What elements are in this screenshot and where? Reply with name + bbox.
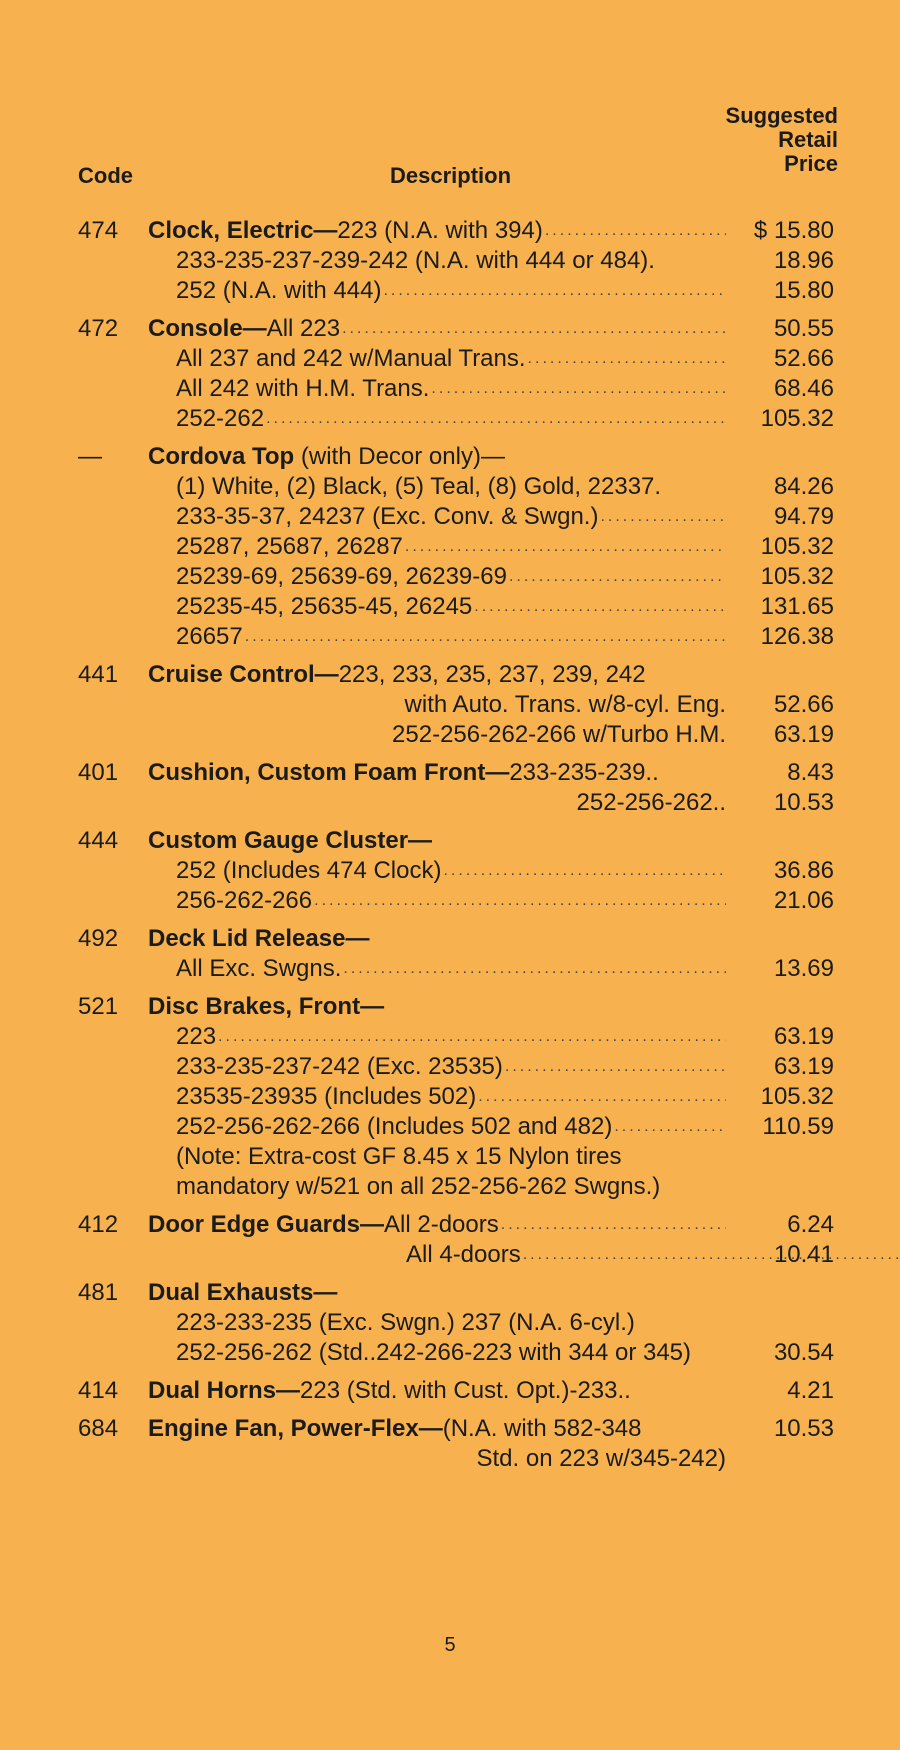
option-entry — [0, 1414, 900, 1474]
option-detail: All Exc. Swgns. — [176, 955, 342, 982]
option-detail: 25239-69, 25639-69, 26239-69 — [176, 563, 507, 590]
entry-line — [0, 660, 900, 690]
option-detail: 25235-45, 25635-45, 26245 — [176, 593, 473, 620]
entry-line — [0, 720, 900, 750]
entry-description — [176, 1112, 726, 1142]
option-entry — [0, 758, 900, 818]
dot-leader — [600, 502, 726, 532]
page-number: 5 — [444, 1634, 456, 1656]
entry-line — [0, 1308, 900, 1338]
dot-leader — [501, 1210, 726, 1240]
option-detail: 26657 — [176, 623, 243, 650]
dot-leader — [474, 592, 726, 622]
entry-line — [0, 1444, 900, 1474]
retail-price: $ 15.80 — [753, 217, 834, 244]
entry-line — [0, 690, 900, 720]
entry-description — [176, 1172, 726, 1202]
entry-description — [176, 592, 726, 622]
entry-line — [0, 472, 900, 502]
entry-line — [0, 404, 900, 434]
option-detail: 223, 233, 235, 237, 239, 242 — [338, 661, 646, 688]
entry-description — [176, 720, 726, 750]
option-detail: 233-235-239.. — [509, 759, 659, 786]
option-detail: (N.A. with 582-348 — [442, 1415, 642, 1442]
retail-price: 131.65 — [760, 593, 834, 620]
entry-description — [148, 758, 726, 788]
option-code: 401 — [78, 759, 119, 786]
option-detail: mandatory w/521 on all 252-256-262 Swgns.) — [176, 1173, 661, 1200]
option-code: 472 — [78, 315, 119, 342]
option-detail: (1) White, (2) Black, (5) Teal, (8) Gold, 22337. — [176, 473, 662, 500]
retail-price: 68.46 — [773, 375, 834, 402]
option-detail: 256-262-266 — [176, 887, 313, 914]
option-title: Clock, Electric— — [148, 217, 338, 244]
option-entry — [0, 992, 900, 1202]
dot-leader — [443, 856, 726, 886]
option-code: 441 — [78, 661, 119, 688]
option-detail: (with Decor only)— — [300, 443, 505, 470]
retail-price: 63.19 — [773, 1023, 834, 1050]
dot-leader — [509, 562, 726, 592]
entry-line — [0, 954, 900, 984]
code-column-header: Code — [78, 163, 133, 188]
entry-line — [0, 1142, 900, 1172]
retail-price: 110.59 — [762, 1113, 834, 1140]
option-title: Door Edge Guards— — [148, 1211, 385, 1238]
entry-description — [176, 246, 726, 276]
entry-description — [176, 1338, 726, 1368]
entry-line — [0, 1022, 900, 1052]
entry-description — [148, 660, 726, 690]
entry-description — [176, 502, 726, 532]
option-entry — [0, 442, 900, 652]
price-header-line: Suggested — [725, 103, 838, 128]
entry-description — [176, 622, 726, 652]
retail-price: 13.69 — [773, 955, 834, 982]
option-detail: 252 (N.A. with 444) — [176, 277, 382, 304]
dot-leader — [314, 886, 726, 916]
option-title: Engine Fan, Power-Flex— — [148, 1415, 443, 1442]
option-detail: 252-256-262-266 (Includes 502 and 482) — [176, 1113, 613, 1140]
entry-line — [0, 1414, 900, 1444]
retail-price: 105.32 — [760, 563, 834, 590]
option-entry — [0, 826, 900, 916]
entry-description — [148, 314, 726, 344]
option-detail: 252-256-262-266 w/Turbo H.M. — [392, 721, 726, 748]
entry-description — [176, 344, 726, 374]
retail-price: 10.41 — [773, 1241, 834, 1268]
option-title: Dual Exhausts— — [148, 1279, 338, 1306]
option-code: 474 — [78, 217, 119, 244]
entry-line — [0, 276, 900, 306]
option-detail: 233-235-237-239-242 (N.A. with 444 or 484). — [176, 247, 655, 274]
entry-description — [176, 856, 726, 886]
entry-description — [176, 562, 726, 592]
entry-line — [0, 856, 900, 886]
option-detail: All 237 and 242 w/Manual Trans. — [176, 345, 526, 372]
entry-line — [0, 886, 900, 916]
dot-leader — [431, 374, 726, 404]
dot-leader — [245, 622, 726, 652]
entry-line — [0, 592, 900, 622]
entry-line — [0, 246, 900, 276]
option-code: 481 — [78, 1279, 119, 1306]
option-entry — [0, 1278, 900, 1368]
entry-description — [176, 374, 726, 404]
entry-line — [0, 562, 900, 592]
entry-description — [176, 532, 726, 562]
option-detail: 252-256-262 (Std..242-266-223 with 344 or 345) — [176, 1339, 692, 1366]
option-entries-list — [0, 216, 900, 1482]
retail-price: 18.96 — [773, 247, 834, 274]
retail-price: 63.19 — [773, 721, 834, 748]
entry-line — [0, 826, 900, 856]
entry-description — [148, 442, 726, 472]
option-entry — [0, 314, 900, 434]
option-detail: 223 — [176, 1023, 217, 1050]
option-detail: All 2-doors — [384, 1211, 499, 1238]
entry-description — [148, 1414, 726, 1444]
dot-leader — [528, 344, 726, 374]
entry-description — [148, 216, 726, 246]
option-detail: 223 (N.A. with 394) — [337, 217, 543, 244]
option-detail: 252-256-262.. — [576, 789, 726, 816]
entry-description — [176, 1308, 726, 1338]
entry-description — [148, 992, 726, 1022]
entry-description — [176, 276, 726, 306]
entry-description — [148, 1278, 726, 1308]
entry-line — [0, 622, 900, 652]
entry-description — [148, 1376, 726, 1406]
dot-leader — [505, 1052, 726, 1082]
entry-line — [0, 992, 900, 1022]
entry-line — [0, 314, 900, 344]
entry-line — [0, 1278, 900, 1308]
dot-leader — [523, 1240, 900, 1270]
retail-price: 52.66 — [773, 691, 834, 718]
entry-description — [176, 1052, 726, 1082]
option-title: Cruise Control— — [148, 661, 339, 688]
option-title: Cushion, Custom Foam Front— — [148, 759, 510, 786]
retail-price: 126.38 — [760, 623, 834, 650]
entry-line — [0, 1240, 900, 1270]
retail-price: 36.86 — [773, 857, 834, 884]
dot-leader — [218, 1022, 726, 1052]
retail-price: 15.80 — [773, 277, 834, 304]
description-column-header: Description — [390, 163, 512, 188]
entry-description — [176, 404, 726, 434]
retail-price: 105.32 — [760, 405, 834, 432]
option-detail: All 242 with H.M. Trans. — [176, 375, 430, 402]
dot-leader — [342, 314, 726, 344]
option-detail: 233-235-237-242 (Exc. 23535) — [176, 1053, 503, 1080]
retail-price: 6.24 — [787, 1211, 834, 1238]
retail-price: 10.53 — [773, 789, 834, 816]
option-entry — [0, 1376, 900, 1406]
entry-description — [148, 924, 726, 954]
price-header-line: Retail — [778, 127, 838, 152]
entry-line — [0, 788, 900, 818]
retail-price: 10.53 — [773, 1415, 834, 1442]
entry-description — [148, 1210, 726, 1240]
option-detail: 223 (Std. with Cust. Opt.)-233.. — [300, 1377, 631, 1404]
dot-leader — [266, 404, 726, 434]
entry-line — [0, 1376, 900, 1406]
option-entry — [0, 924, 900, 984]
entry-line — [0, 1210, 900, 1240]
option-detail: 252-262 — [176, 405, 265, 432]
option-title: Dual Horns— — [148, 1377, 301, 1404]
entry-description — [176, 954, 726, 984]
dot-leader — [478, 1082, 726, 1112]
dot-leader — [614, 1112, 726, 1142]
dot-leader — [383, 276, 726, 306]
retail-price: 94.79 — [773, 503, 834, 530]
option-code: 412 — [78, 1211, 119, 1238]
entry-description — [176, 1444, 726, 1474]
option-entry — [0, 660, 900, 750]
option-detail: All 223 — [266, 315, 341, 342]
dot-leader — [343, 954, 726, 984]
entry-line — [0, 216, 900, 246]
option-detail: (Note: Extra-cost GF 8.45 x 15 Nylon tires — [176, 1143, 622, 1170]
option-detail: 25287, 25687, 26287 — [176, 533, 403, 560]
entry-line — [0, 758, 900, 788]
option-code: — — [78, 443, 102, 470]
entry-line — [0, 502, 900, 532]
dot-leader — [545, 216, 726, 246]
entry-line — [0, 374, 900, 404]
option-detail: 223-233-235 (Exc. Swgn.) 237 (N.A. 6-cyl.) — [176, 1309, 635, 1336]
entry-line — [0, 532, 900, 562]
entry-description — [148, 826, 726, 856]
entry-description — [176, 788, 726, 818]
retail-price: 21.06 — [773, 887, 834, 914]
entry-line — [0, 344, 900, 374]
entry-description — [176, 1082, 726, 1112]
entry-line — [0, 1052, 900, 1082]
retail-price: 4.21 — [787, 1377, 834, 1404]
option-title: Console— — [148, 315, 267, 342]
option-detail: 23535-23935 (Includes 502) — [176, 1083, 477, 1110]
retail-price: 84.26 — [773, 473, 834, 500]
retail-price: 63.19 — [773, 1053, 834, 1080]
entry-line — [0, 1172, 900, 1202]
option-detail: with Auto. Trans. w/8-cyl. Eng. — [404, 691, 726, 718]
option-code: 414 — [78, 1377, 119, 1404]
entry-line — [0, 1112, 900, 1142]
option-code: 492 — [78, 925, 119, 952]
option-code: 521 — [78, 993, 119, 1020]
price-header-line: Price — [784, 151, 838, 176]
retail-price: 50.55 — [773, 315, 834, 342]
entry-description — [176, 1022, 726, 1052]
retail-price: 8.43 — [787, 759, 834, 786]
entry-line — [0, 924, 900, 954]
entry-description — [176, 472, 726, 502]
dot-leader — [405, 532, 726, 562]
retail-price: 52.66 — [773, 345, 834, 372]
entry-line — [0, 1338, 900, 1368]
retail-price: 30.54 — [773, 1339, 834, 1366]
option-title: Deck Lid Release— — [148, 925, 370, 952]
entry-line — [0, 1082, 900, 1112]
retail-price: 105.32 — [760, 1083, 834, 1110]
option-detail: Std. on 223 w/345-242) — [476, 1445, 726, 1472]
entry-line — [0, 442, 900, 472]
option-entry — [0, 216, 900, 306]
option-entry — [0, 1210, 900, 1270]
option-code: 444 — [78, 827, 119, 854]
price-column-header — [690, 104, 838, 176]
option-title: Cordova Top — [148, 443, 301, 470]
option-code: 684 — [78, 1415, 119, 1442]
entry-description — [176, 690, 726, 720]
option-title: Custom Gauge Cluster— — [148, 827, 433, 854]
option-detail: 252 (Includes 474 Clock) — [176, 857, 442, 884]
retail-price: 105.32 — [760, 533, 834, 560]
entry-description — [176, 1142, 726, 1172]
option-detail: All 4-doors — [406, 1241, 521, 1268]
entry-description — [176, 886, 726, 916]
option-detail: 233-35-37, 24237 (Exc. Conv. & Swgn.) — [176, 503, 599, 530]
option-title: Disc Brakes, Front— — [148, 993, 385, 1020]
